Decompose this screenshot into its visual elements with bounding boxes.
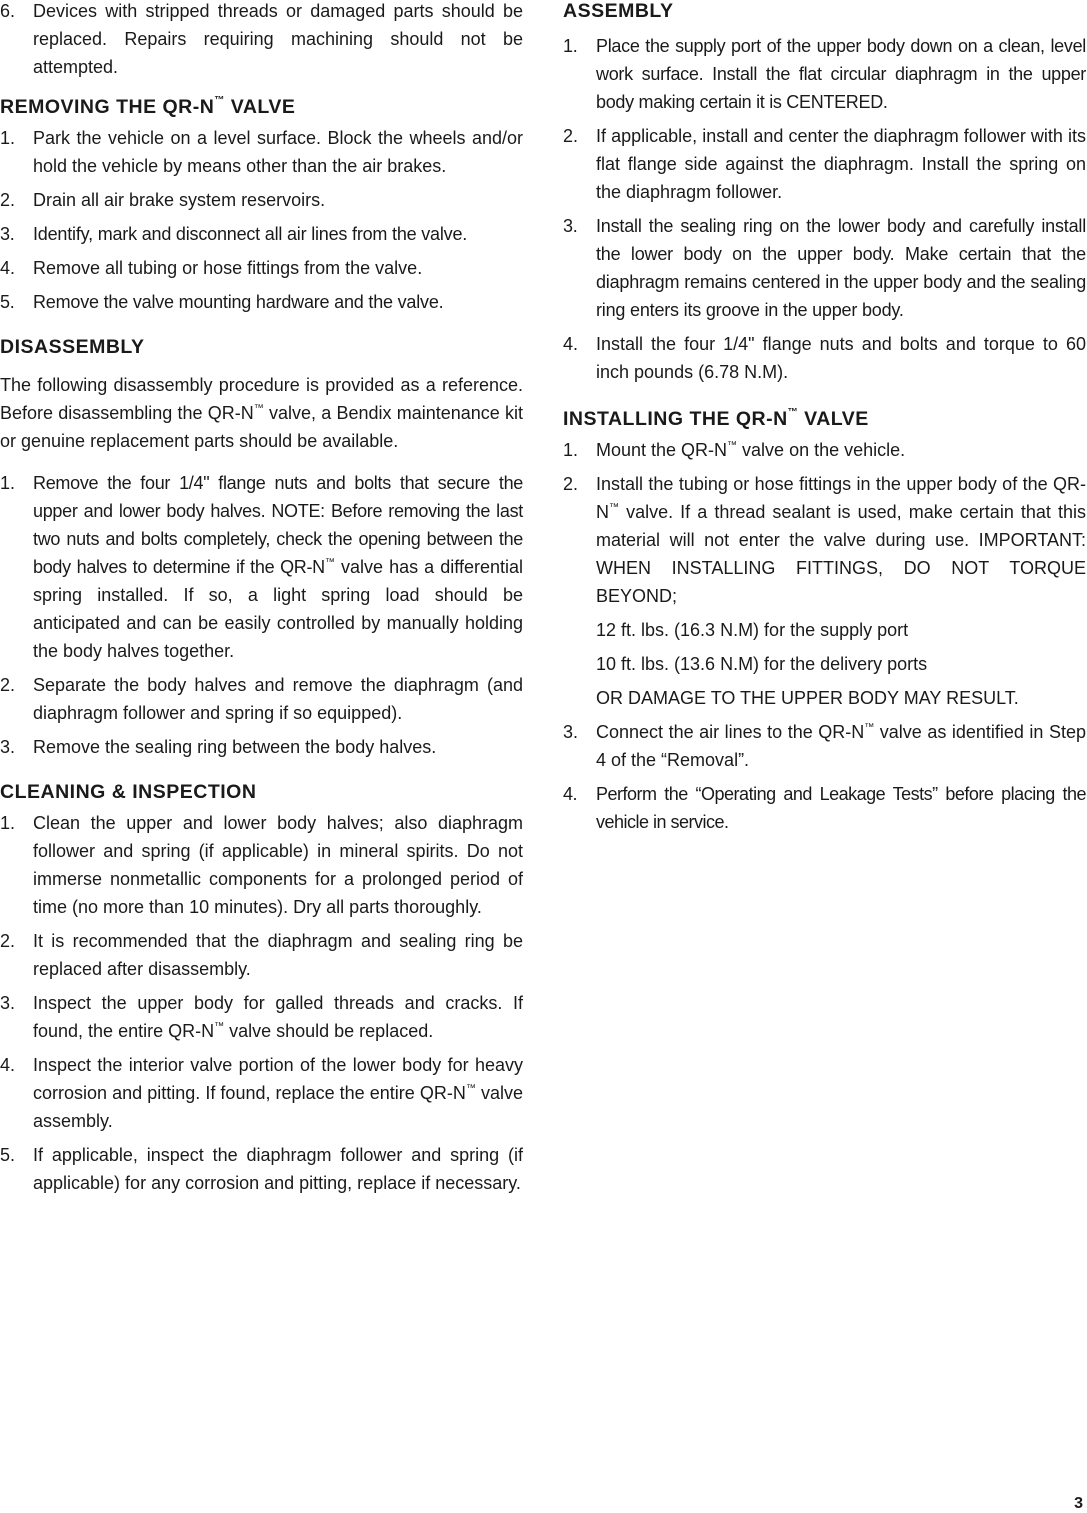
disassembly-intro: The following disassembly procedure is provided as a reference. Before disassembling the QR-N™ valve, a Bendix maintenance kit or genuine replacement parts should be available. xyxy=(0,375,523,451)
torque-supply-port: 12 ft. lbs. (16.3 N.M) for the supply port xyxy=(596,620,909,640)
disassembly-list xyxy=(0,469,523,761)
removing-list xyxy=(0,124,523,316)
installing-list-continued xyxy=(563,718,1086,836)
assembly-list xyxy=(563,32,1086,386)
disassembly-heading: DISASSEMBLY xyxy=(0,336,145,358)
assembly-heading: ASSEMBLY xyxy=(563,0,674,22)
list-item: 1. Place the supply port of the upper body down on a clean, level work surface. Install the flat circular diaphragm in the upper body making certain it is CENTERED. xyxy=(563,36,1086,112)
list-item: 2. It is recommended that the diaphragm and sealing ring be replaced after disassembly. xyxy=(0,931,523,979)
list-item: 1. Mount the QR-N™ valve on the vehicle. xyxy=(563,440,906,460)
cleaning-heading: CLEANING & INSPECTION xyxy=(0,781,257,803)
list-item: 4. Install the four 1/4" flange nuts and bolts and torque to 60 inch pounds (6.78 N.M). xyxy=(563,334,1086,382)
list-item: 3. Inspect the upper body for galled threads and cracks. If found, the entire QR-N™ valve should be replaced. xyxy=(0,993,523,1041)
damage-warning: OR DAMAGE TO THE UPPER BODY MAY RESULT. xyxy=(596,688,1019,708)
left-column xyxy=(0,0,523,1197)
page-number: 3 xyxy=(1074,1495,1083,1512)
list-item: 1. Park the vehicle on a level surface. Block the wheels and/or hold the vehicle by means other than the air brakes. xyxy=(0,128,523,176)
torque-delivery-ports: 10 ft. lbs. (13.6 N.M) for the delivery ports xyxy=(596,654,928,674)
continued-list xyxy=(0,0,523,81)
removing-heading: REMOVING THE QR-N™ VALVE xyxy=(0,95,296,118)
list-item: 4. Remove all tubing or hose fittings from the valve. xyxy=(0,258,423,278)
list-item: 3. Install the sealing ring on the lower body and carefully install the lower body on the upper body. Make certain that the diaphragm remains centered in the upper body and the sealing ring enters its groove in the upper body. xyxy=(563,216,1086,320)
list-item: 5. Remove the valve mounting hardware and the valve. xyxy=(0,292,444,312)
list-item: 3. Remove the sealing ring between the body halves. xyxy=(0,737,437,757)
installing-heading: INSTALLING THE QR-N™ VALVE xyxy=(563,407,869,430)
list-item: 3. Identify, mark and disconnect all air lines from the valve. xyxy=(0,224,468,244)
list-item: 4. Perform the “Operating and Leakage Tests” before placing the vehicle in service. xyxy=(563,784,1086,832)
right-column xyxy=(563,0,1086,836)
list-item: 5. If applicable, inspect the diaphragm follower and spring (if applicable) for any corrosion and pitting, replace if necessary. xyxy=(0,1145,523,1193)
installing-list xyxy=(563,436,1086,610)
list-item: 2. Separate the body halves and remove the diaphragm (and diaphragm follower and spring if so equipped). xyxy=(0,675,523,723)
list-item: 1. Clean the upper and lower body halves; also diaphragm follower and spring (if applicable) in mineral spirits. Do not immerse nonmetallic components for a prolonged period of time (no more than 10 minutes). Dry all parts thoroughly. xyxy=(0,813,523,917)
cleaning-list xyxy=(0,809,523,1197)
list-item: 1. Remove the four 1/4" flange nuts and bolts that secure the upper and lower body halves. NOTE: Before removing the last two nuts and bolts completely, check the opening between the body halves to determine if the QR-N™ valve has a differential spring installed. If so, a light spring load should be anticipated and can be easily controlled by manually holding the body halves together. xyxy=(0,473,524,661)
list-item: 3. Connect the air lines to the QR-N™ valve as identified in Step 4 of the “Removal”. xyxy=(563,722,1086,770)
list-item: 6. Devices with stripped threads or damaged parts should be replaced. Repairs requiring machining should not be attempted. xyxy=(0,1,523,77)
list-item: 2. If applicable, install and center the diaphragm follower with its flat flange side against the diaphragm. Install the spring on the diaphragm follower. xyxy=(563,126,1086,202)
list-item: 2. Drain all air brake system reservoirs. xyxy=(0,190,326,210)
list-item: 4. Inspect the interior valve portion of the lower body for heavy corrosion and pitting. If found, replace the entire QR-N™ valve assembly. xyxy=(0,1055,523,1131)
list-item: 2. Install the tubing or hose fittings in the upper body of the QR-N™ valve. If a thread sealant is used, make certain that this material will not enter the valve during use. IMPORTANT: WHEN INSTALLING FITTINGS, DO NOT TORQUE BEYOND; xyxy=(563,474,1086,606)
